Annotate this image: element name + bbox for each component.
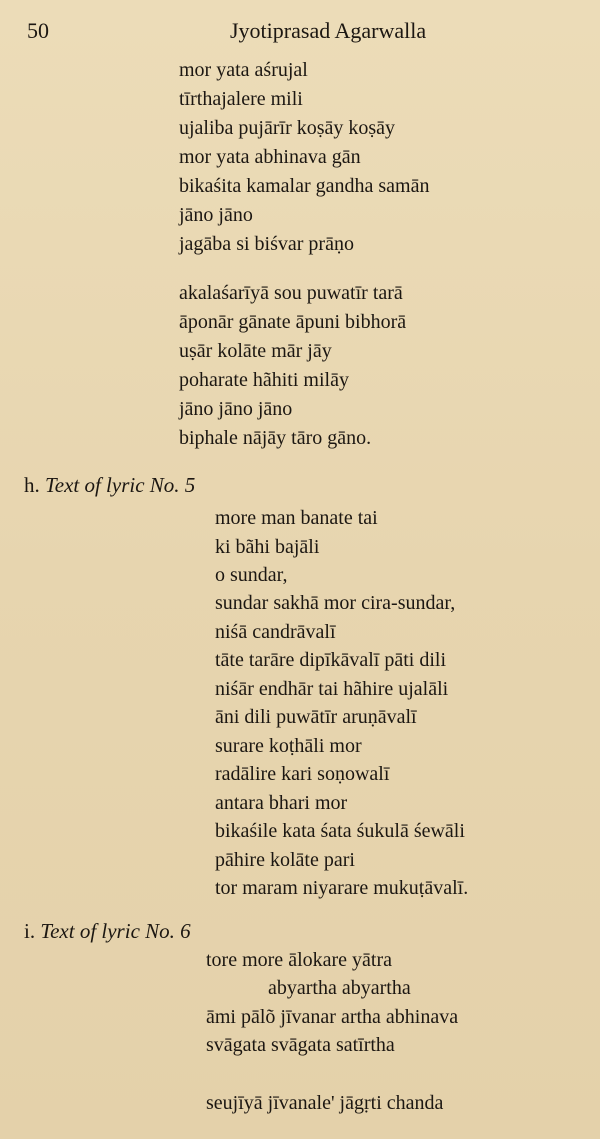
verse-line: āmi pālõ jīvanar artha abhinava — [206, 1006, 459, 1028]
verse-line: niśā candrāvalī — [215, 621, 336, 643]
verse-line: mor yata abhinava gān — [179, 146, 361, 168]
section-marker: h. — [24, 473, 40, 497]
section-title: Text of lyric No. 6 — [40, 919, 191, 943]
section-heading-h — [24, 473, 195, 498]
verse-line: abyartha abyartha — [268, 977, 411, 999]
verse-line: o sundar, — [215, 564, 288, 586]
verse-line: mor yata aśrujal — [179, 59, 308, 81]
verse-line: ujaliba pujārīr koṣāy koṣāy — [179, 117, 396, 139]
verse-line: surare koṭhāli mor — [215, 735, 362, 757]
section-heading-i — [24, 919, 191, 944]
verse-line: antara bhari mor — [215, 792, 348, 814]
verse-line: radālire kari soṇowalī — [215, 763, 390, 785]
verse-line: tāte tarāre dipīkāvalī pāti dili — [215, 649, 447, 671]
section-title: Text of lyric No. 5 — [45, 473, 196, 497]
verse-line: akalaśarīyā sou puwatīr tarā — [179, 282, 403, 304]
verse-line: niśār endhār tai hãhire ujalāli — [215, 678, 449, 700]
verse-line: uṣār kolāte mār jāy — [179, 340, 332, 362]
verse-line: jāno jāno — [179, 204, 253, 226]
verse-line: pāhire kolāte pari — [215, 849, 355, 871]
verse-line: jagāba si biśvar prāṇo — [179, 233, 354, 255]
verse-line: tīrthajalere mili — [179, 88, 303, 110]
verse-line: tore more ālokare yātra — [206, 949, 393, 971]
section-marker: i. — [24, 919, 36, 943]
verse-line: āni dili puwātīr aruṇāvalī — [215, 706, 417, 728]
verse-line: bikaśita kamalar gandha samān — [179, 175, 430, 197]
verse-line: sundar sakhā mor cira-sundar, — [215, 592, 456, 614]
verse-line: more man banate tai — [215, 507, 378, 529]
page-header — [0, 18, 600, 46]
verse-line: svāgata svāgata satīrtha — [206, 1034, 395, 1056]
verse-line: jāno jāno jāno — [179, 398, 293, 420]
running-head: Jyotiprasad Agarwalla — [230, 18, 427, 43]
verse-line: poharate hãhiti milāy — [179, 369, 349, 391]
verse-line: āponār gānate āpuni bibhorā — [179, 311, 407, 333]
verse-line: ki bãhi bajāli — [215, 536, 320, 558]
verse-line: biphale nājāy tāro gāno. — [179, 427, 372, 449]
verse-line: bikaśile kata śata śukulā śewāli — [215, 820, 465, 842]
verse-line: seujīyā jīvanale' jāgṛti chanda — [206, 1092, 444, 1114]
verse-line: tor maram niyarare mukuṭāvalī. — [215, 877, 469, 899]
page-number: 50 — [27, 18, 49, 43]
